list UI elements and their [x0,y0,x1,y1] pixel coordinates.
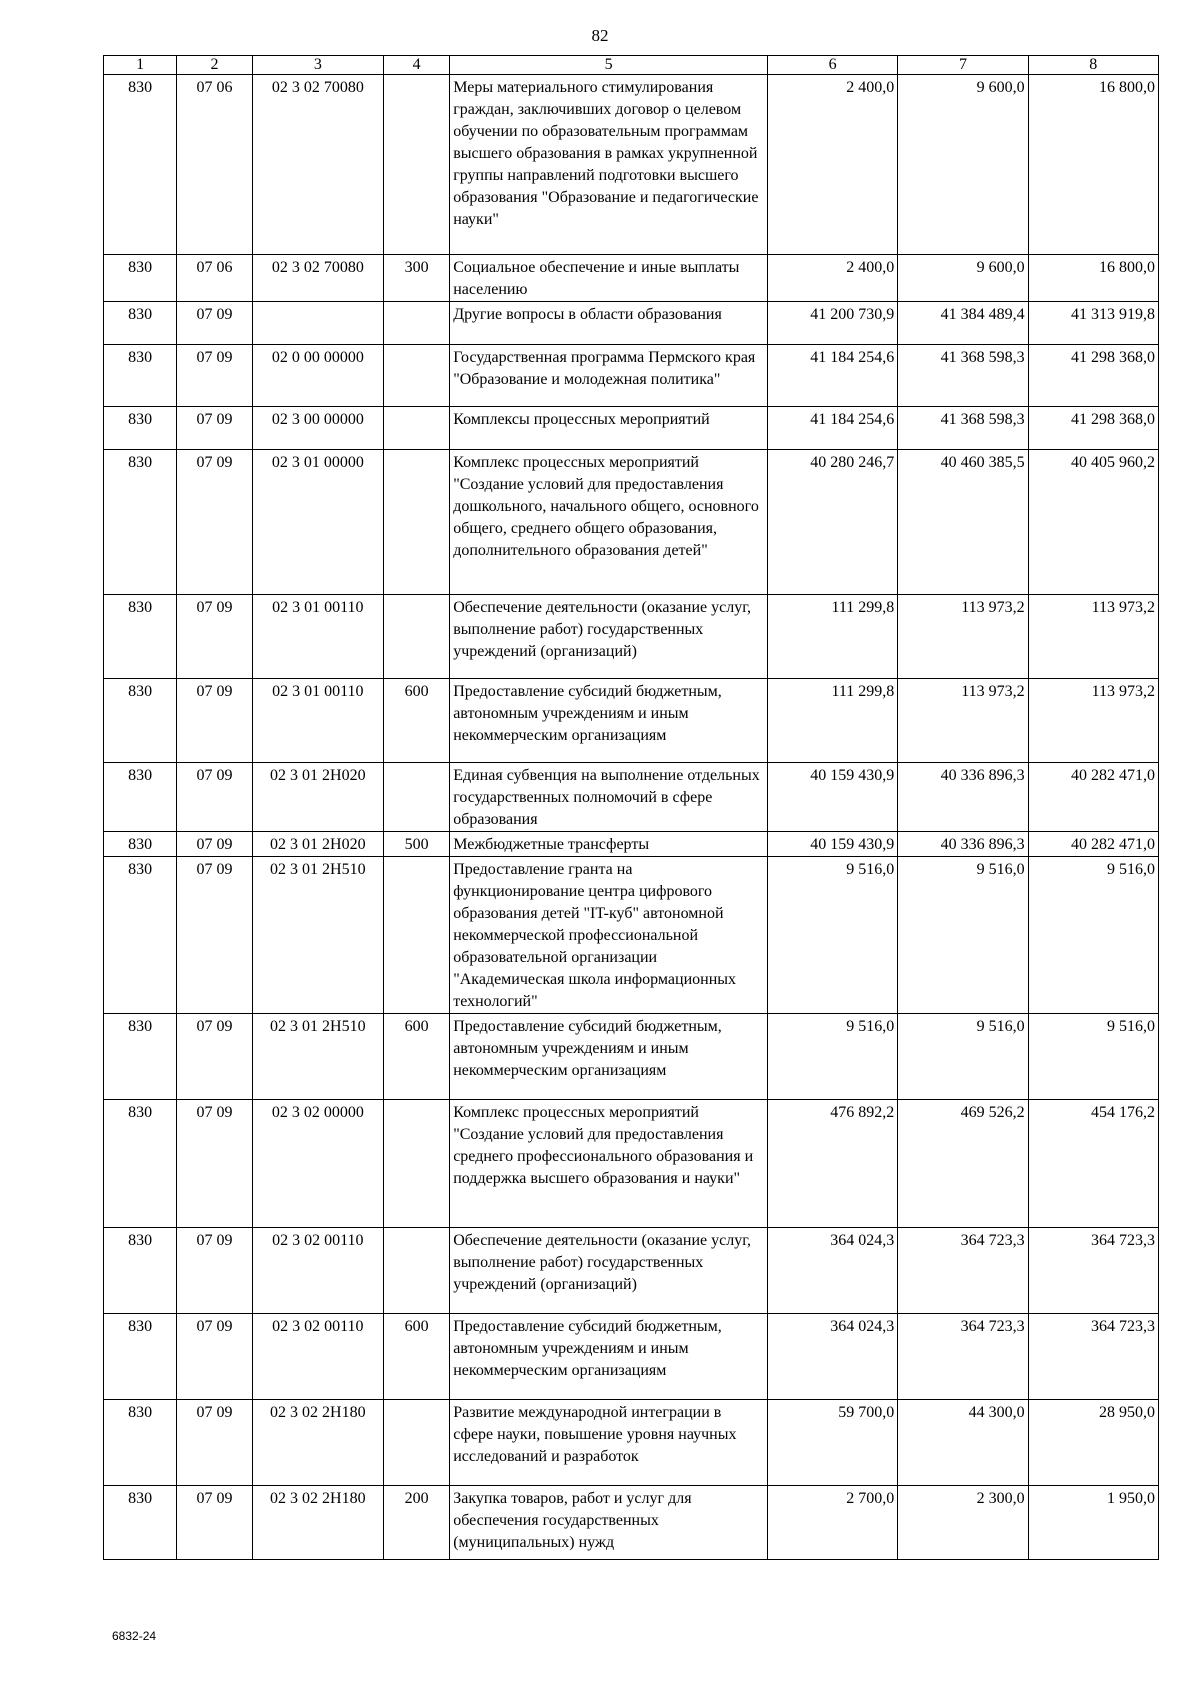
table-row [104,1014,1159,1100]
cell-amount-col6: 111 299,8 [767,595,897,679]
cell-admin-code: 830 [104,595,177,679]
cell-amount-col8: 9 516,0 [1028,1014,1158,1100]
cell-admin-code: 830 [104,1100,177,1228]
cell-amount-col6: 364 024,3 [767,1314,897,1400]
cell-target-code: 02 3 02 2Н180 [252,1400,383,1486]
cell-target-code: 02 3 01 00000 [252,450,383,595]
cell-amount-col6: 2 400,0 [767,255,897,302]
cell-description: Комплексы процессных мероприятий [450,407,768,450]
table-row [104,1314,1159,1400]
cell-admin-code: 830 [104,832,177,857]
cell-admin-code: 830 [104,679,177,763]
cell-description: Обеспечение деятельности (оказание услуг, выполнение работ) государственных учреждений (организаций) [450,1228,768,1314]
cell-admin-code: 830 [104,1400,177,1486]
cell-admin-code: 830 [104,857,177,1014]
cell-target-code: 02 3 00 00000 [252,407,383,450]
cell-amount-col6: 364 024,3 [767,1228,897,1314]
cell-amount-col8: 41 298 368,0 [1028,407,1158,450]
cell-expense-type [384,75,450,255]
cell-amount-col8: 364 723,3 [1028,1228,1158,1314]
cell-admin-code: 830 [104,763,177,832]
column-header-3: 3 [252,56,383,75]
cell-amount-col7: 40 336 896,3 [898,763,1028,832]
cell-target-code: 02 3 02 00110 [252,1314,383,1400]
cell-section-code: 07 09 [177,450,252,595]
cell-amount-col8: 9 516,0 [1028,857,1158,1014]
column-header-6: 6 [767,56,897,75]
cell-admin-code: 830 [104,450,177,595]
cell-expense-type: 600 [384,1314,450,1400]
cell-section-code: 07 09 [177,1400,252,1486]
cell-admin-code: 830 [104,255,177,302]
cell-description: Развитие международной интеграции в сфере науки, повышение уровня научных исследований и разработок [450,1400,768,1486]
cell-section-code: 07 09 [177,407,252,450]
cell-expense-type [384,302,450,345]
cell-target-code: 02 3 02 00000 [252,1100,383,1228]
cell-amount-col6: 40 159 430,9 [767,763,897,832]
table-row [104,302,1159,345]
cell-amount-col7: 41 384 489,4 [898,302,1028,345]
cell-admin-code: 830 [104,1486,177,1560]
cell-target-code [252,302,383,345]
cell-amount-col7: 364 723,3 [898,1314,1028,1400]
cell-expense-type [384,450,450,595]
cell-amount-col7: 40 336 896,3 [898,832,1028,857]
table-body [104,75,1159,1560]
cell-admin-code: 830 [104,75,177,255]
table-row [104,595,1159,679]
cell-amount-col7: 9 600,0 [898,75,1028,255]
column-header-5: 5 [450,56,768,75]
cell-target-code: 02 0 00 00000 [252,345,383,407]
cell-target-code: 02 3 02 00110 [252,1228,383,1314]
cell-amount-col8: 41 313 919,8 [1028,302,1158,345]
cell-section-code: 07 09 [177,595,252,679]
table-row [104,763,1159,832]
cell-amount-col6: 41 200 730,9 [767,302,897,345]
column-header-8: 8 [1028,56,1158,75]
cell-description: Комплекс процессных мероприятий "Создание условий для предоставления среднего профессионального образования и поддержка высшего образования и науки" [450,1100,768,1228]
cell-description: Закупка товаров, работ и услуг для обеспечения государственных (муниципальных) нужд [450,1486,768,1560]
cell-amount-col6: 2 700,0 [767,1486,897,1560]
cell-expense-type [384,1228,450,1314]
cell-expense-type: 200 [384,1486,450,1560]
cell-target-code: 02 3 02 2Н180 [252,1486,383,1560]
cell-description: Комплекс процессных мероприятий "Создание условий для предоставления дошкольного, начального общего, основного общего, среднего общего образования, дополнительного образования детей" [450,450,768,595]
cell-description: Другие вопросы в области образования [450,302,768,345]
cell-expense-type: 300 [384,255,450,302]
cell-target-code: 02 3 02 70080 [252,75,383,255]
header-row [104,56,1159,75]
cell-expense-type [384,595,450,679]
cell-section-code: 07 09 [177,1100,252,1228]
cell-amount-col7: 2 300,0 [898,1486,1028,1560]
budget-table [103,55,1159,1560]
column-header-4: 4 [384,56,450,75]
cell-admin-code: 830 [104,1314,177,1400]
cell-admin-code: 830 [104,345,177,407]
cell-description: Предоставление субсидий бюджетным, автономным учреждениям и иным некоммерческим организациям [450,679,768,763]
cell-amount-col8: 454 176,2 [1028,1100,1158,1228]
table-row [104,1100,1159,1228]
cell-admin-code: 830 [104,407,177,450]
cell-amount-col6: 476 892,2 [767,1100,897,1228]
cell-expense-type: 600 [384,1014,450,1100]
cell-amount-col8: 40 282 471,0 [1028,832,1158,857]
page-number: 82 [591,26,609,45]
column-header-7: 7 [898,56,1028,75]
cell-section-code: 07 06 [177,255,252,302]
cell-amount-col6: 40 280 246,7 [767,450,897,595]
cell-amount-col6: 41 184 254,6 [767,345,897,407]
table-row [104,1228,1159,1314]
cell-section-code: 07 09 [177,302,252,345]
cell-section-code: 07 09 [177,1014,252,1100]
cell-amount-col8: 16 800,0 [1028,75,1158,255]
cell-description: Государственная программа Пермского края "Образование и молодежная политика" [450,345,768,407]
cell-amount-col8: 113 973,2 [1028,595,1158,679]
cell-section-code: 07 09 [177,857,252,1014]
cell-admin-code: 830 [104,1014,177,1100]
cell-amount-col7: 40 460 385,5 [898,450,1028,595]
table-row [104,255,1159,302]
cell-amount-col8: 28 950,0 [1028,1400,1158,1486]
table-row [104,345,1159,407]
cell-amount-col8: 40 405 960,2 [1028,450,1158,595]
cell-amount-col6: 2 400,0 [767,75,897,255]
cell-description: Социальное обеспечение и иные выплаты населению [450,255,768,302]
cell-amount-col6: 41 184 254,6 [767,407,897,450]
cell-amount-col8: 113 973,2 [1028,679,1158,763]
cell-target-code: 02 3 02 70080 [252,255,383,302]
table-row [104,679,1159,763]
cell-description: Межбюджетные трансферты [450,832,768,857]
cell-expense-type: 600 [384,679,450,763]
cell-amount-col7: 9 516,0 [898,1014,1028,1100]
cell-amount-col6: 9 516,0 [767,857,897,1014]
cell-target-code: 02 3 01 2Н510 [252,857,383,1014]
cell-admin-code: 830 [104,1228,177,1314]
cell-target-code: 02 3 01 2Н020 [252,763,383,832]
cell-target-code: 02 3 01 2Н020 [252,832,383,857]
cell-description: Обеспечение деятельности (оказание услуг, выполнение работ) государственных учреждений (организаций) [450,595,768,679]
cell-amount-col7: 9 516,0 [898,857,1028,1014]
cell-section-code: 07 09 [177,345,252,407]
cell-amount-col8: 41 298 368,0 [1028,345,1158,407]
table-row [104,1486,1159,1560]
footer-code: 6832-24 [112,1629,157,1643]
cell-description: Предоставление гранта на функционирование центра цифрового образования детей "IT-куб" автономной некоммерческой профессиональной образовательной организации "Академическая школа информационных технологий" [450,857,768,1014]
table-row [104,1400,1159,1486]
cell-amount-col6: 111 299,8 [767,679,897,763]
cell-expense-type [384,407,450,450]
cell-description: Единая субвенция на выполнение отдельных государственных полномочий в сфере образования [450,763,768,832]
cell-amount-col8: 364 723,3 [1028,1314,1158,1400]
cell-amount-col7: 113 973,2 [898,595,1028,679]
cell-target-code: 02 3 01 2Н510 [252,1014,383,1100]
cell-section-code: 07 09 [177,763,252,832]
cell-amount-col7: 41 368 598,3 [898,407,1028,450]
cell-section-code: 07 09 [177,679,252,763]
column-header-1: 1 [104,56,177,75]
cell-section-code: 07 09 [177,1486,252,1560]
cell-amount-col7: 9 600,0 [898,255,1028,302]
cell-section-code: 07 06 [177,75,252,255]
cell-amount-col8: 16 800,0 [1028,255,1158,302]
cell-expense-type [384,1100,450,1228]
cell-target-code: 02 3 01 00110 [252,679,383,763]
cell-amount-col6: 40 159 430,9 [767,832,897,857]
table-row [104,450,1159,595]
cell-amount-col6: 59 700,0 [767,1400,897,1486]
cell-amount-col8: 1 950,0 [1028,1486,1158,1560]
cell-description: Предоставление субсидий бюджетным, автономным учреждениям и иным некоммерческим организациям [450,1314,768,1400]
cell-amount-col7: 113 973,2 [898,679,1028,763]
cell-expense-type: 500 [384,832,450,857]
table-row [104,75,1159,255]
cell-expense-type [384,1400,450,1486]
cell-amount-col7: 41 368 598,3 [898,345,1028,407]
cell-amount-col7: 364 723,3 [898,1228,1028,1314]
cell-target-code: 02 3 01 00110 [252,595,383,679]
cell-admin-code: 830 [104,302,177,345]
cell-amount-col6: 9 516,0 [767,1014,897,1100]
table-row [104,407,1159,450]
cell-section-code: 07 09 [177,1314,252,1400]
cell-expense-type [384,857,450,1014]
cell-description: Меры материального стимулирования граждан, заключивших договор о целевом обучении по образовательным программам высшего образования в рамках укрупненной группы направлений подготовки высшего образования "Образование и педагогические науки" [450,75,768,255]
cell-amount-col7: 44 300,0 [898,1400,1028,1486]
cell-description: Предоставление субсидий бюджетным, автономным учреждениям и иным некоммерческим организациям [450,1014,768,1100]
cell-amount-col8: 40 282 471,0 [1028,763,1158,832]
cell-expense-type [384,345,450,407]
cell-section-code: 07 09 [177,1228,252,1314]
cell-section-code: 07 09 [177,832,252,857]
cell-amount-col7: 469 526,2 [898,1100,1028,1228]
cell-expense-type [384,763,450,832]
table-row [104,832,1159,857]
table-row [104,857,1159,1014]
column-header-2: 2 [177,56,252,75]
